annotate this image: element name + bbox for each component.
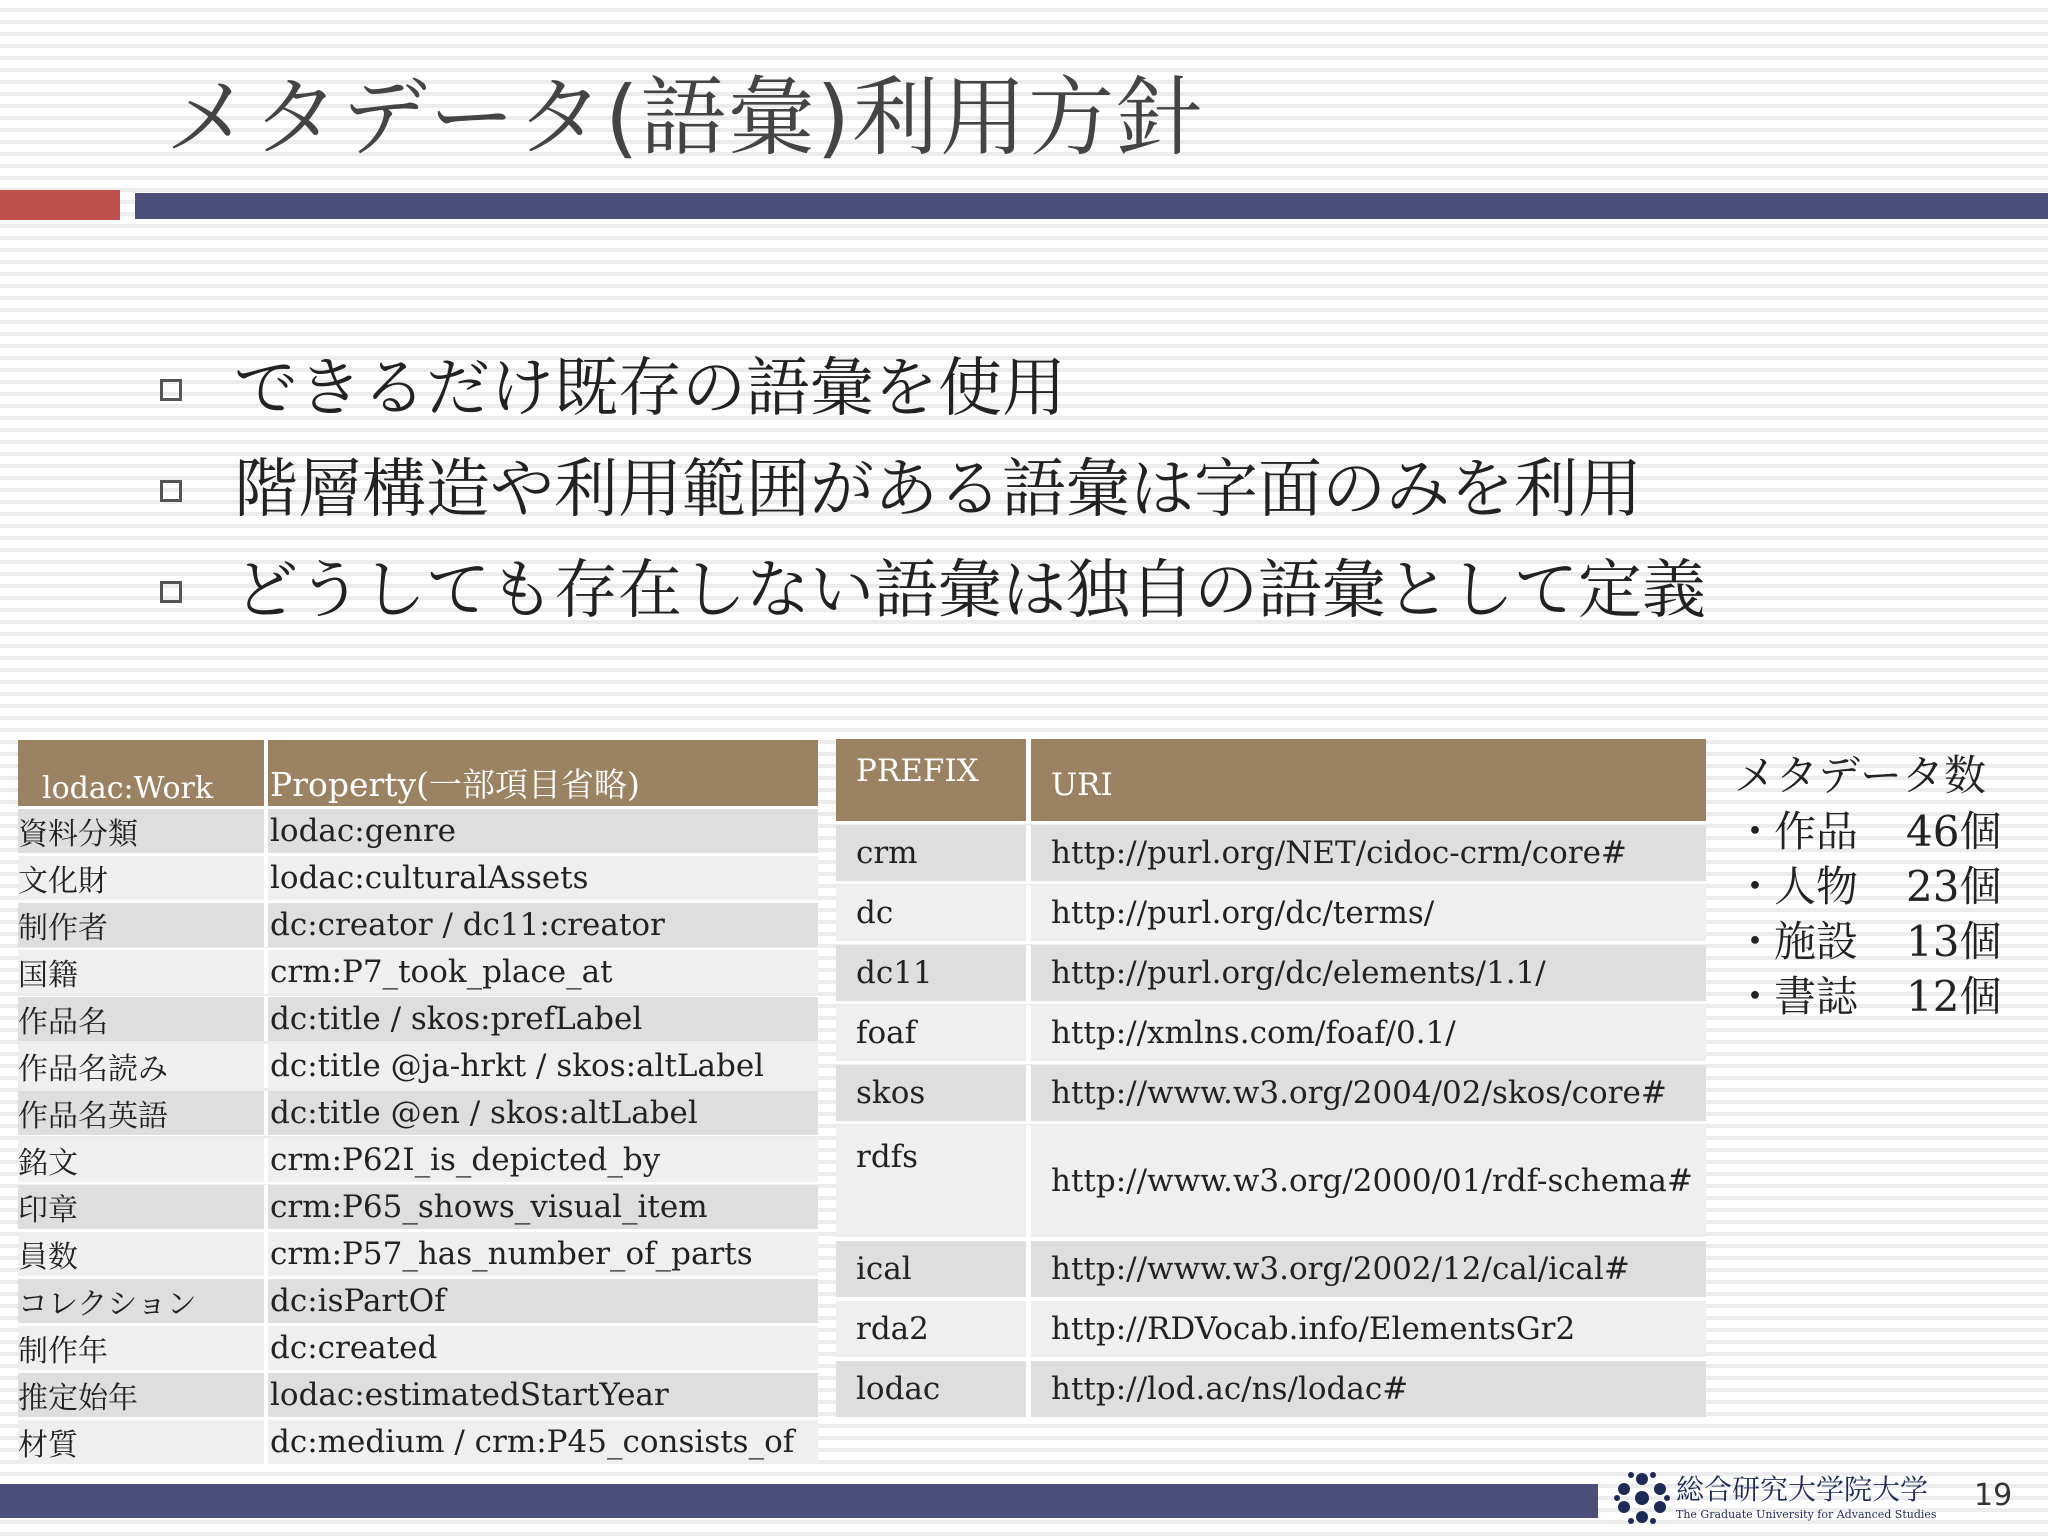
uri-cell: http://xmlns.com/foaf/0.1/: [1031, 1005, 1706, 1061]
table-header-cell: PREFIX: [836, 739, 1031, 821]
property-cell: dc:title @en / skos:altLabel: [268, 1091, 818, 1135]
work-field-cell: 印章: [18, 1185, 268, 1229]
metadata-count-item: [1734, 914, 2034, 969]
table-row: [18, 1185, 818, 1229]
work-field-cell: 員数: [18, 1232, 268, 1276]
property-cell: crm:P65_shows_visual_item: [268, 1185, 818, 1229]
footer-bar: [0, 1484, 1598, 1518]
table-row: [836, 825, 1706, 881]
count-bullet: ・: [1734, 862, 1777, 911]
property-cell: crm:P7_took_place_at: [268, 950, 818, 994]
work-field-cell: 作品名読み: [18, 1044, 268, 1088]
bullet-text: できるだけ既存の語彙を使用: [234, 351, 1066, 426]
prefix-cell: dc11: [836, 945, 1031, 1001]
property-cell: crm:P57_has_number_of_parts: [268, 1232, 818, 1276]
count-bullet: ・: [1734, 917, 1777, 966]
uri-cell: http://purl.org/dc/elements/1.1/: [1031, 945, 1706, 1001]
count-value: 12個: [1906, 972, 2002, 1021]
page-number: 19: [1974, 1478, 2013, 1513]
prefix-uri-table: [836, 735, 1706, 1421]
bullet-list: [160, 332, 2010, 635]
work-field-cell: 作品名: [18, 997, 268, 1041]
uri-cell: http://purl.org/dc/terms/: [1031, 885, 1706, 941]
table-header-cell: lodac:Work: [18, 740, 268, 806]
table-row: [18, 997, 818, 1041]
bullet-text: どうしても存在しない語彙は独自の語彙として定義: [234, 553, 1706, 628]
square-bullet-icon: [160, 379, 182, 401]
university-name-jp: 総合研究大学院大学: [1676, 1473, 1929, 1506]
count-value: 46個: [1906, 807, 2002, 856]
table-row: [836, 885, 1706, 941]
uri-cell: http://purl.org/NET/cidoc-crm/core#: [1031, 825, 1706, 881]
table-row: [836, 1361, 1706, 1417]
work-field-cell: 推定始年: [18, 1373, 268, 1417]
count-bullet: ・: [1734, 972, 1777, 1021]
property-cell: lodac:culturalAssets: [268, 856, 818, 900]
uri-cell: http://www.w3.org/2004/02/skos/core#: [1031, 1065, 1706, 1121]
metadata-count-panel: [1734, 748, 2034, 1024]
prefix-cell: foaf: [836, 1005, 1031, 1061]
property-cell: dc:isPartOf: [268, 1279, 818, 1323]
uri-cell: http://www.w3.org/2002/12/cal/ical#: [1031, 1241, 1706, 1297]
table-row: [18, 950, 818, 994]
bullet-text: 階層構造や利用範囲がある語彙は字面のみを利用: [234, 452, 1642, 527]
table-row: [836, 1005, 1706, 1061]
square-bullet-icon: [160, 480, 182, 502]
table-row: [836, 945, 1706, 1001]
property-cell: dc:title / skos:prefLabel: [268, 997, 818, 1041]
metadata-count-heading: メタデータ数: [1734, 751, 1987, 800]
bullet-item: [160, 433, 2010, 534]
work-field-cell: 資料分類: [18, 809, 268, 853]
property-cell: dc:creator / dc11:creator: [268, 903, 818, 947]
table-row: [836, 1301, 1706, 1357]
prefix-cell: ical: [836, 1241, 1031, 1297]
metadata-count-item: [1734, 969, 2034, 1024]
table-row: [18, 1044, 818, 1088]
property-cell: dc:title @ja-hrkt / skos:altLabel: [268, 1044, 818, 1088]
prefix-table-body: [836, 825, 1706, 1417]
work-table-body: [18, 809, 818, 1464]
table-row: [18, 1373, 818, 1417]
table-header-row: [18, 740, 818, 806]
count-bullet: ・: [1734, 807, 1777, 856]
work-field-cell: コレクション: [18, 1279, 268, 1323]
prefix-cell: lodac: [836, 1361, 1031, 1417]
metadata-count-item: [1734, 804, 2034, 859]
square-bullet-icon: [160, 581, 182, 603]
table-row: [836, 1241, 1706, 1297]
table-row: [18, 1232, 818, 1276]
table-row: [18, 1326, 818, 1370]
work-field-cell: 文化財: [18, 856, 268, 900]
uri-cell: http://www.w3.org/2000/01/rdf-schema#: [1031, 1125, 1706, 1237]
prefix-cell: rdfs: [836, 1125, 1031, 1237]
table-row: [836, 1065, 1706, 1121]
bullet-item: [160, 534, 2010, 635]
work-field-cell: 制作年: [18, 1326, 268, 1370]
count-value: 13個: [1906, 917, 2002, 966]
property-cell: lodac:estimatedStartYear: [268, 1373, 818, 1417]
university-name-en: The Graduate University for Advanced Studies: [1676, 1508, 1937, 1521]
work-property-table: [18, 737, 818, 1467]
table-header-row: [836, 739, 1706, 821]
count-label: 書誌: [1774, 972, 1859, 1021]
uri-cell: http://lod.ac/ns/lodac#: [1031, 1361, 1706, 1417]
property-cell: dc:medium / crm:P45_consists_of: [268, 1420, 818, 1464]
table-row: [18, 1420, 818, 1464]
table-row: [18, 903, 818, 947]
prefix-cell: skos: [836, 1065, 1031, 1121]
table-row: [18, 1138, 818, 1182]
property-cell: dc:created: [268, 1326, 818, 1370]
table-header-cell: Property(一部項目省略): [268, 740, 818, 806]
work-field-cell: 制作者: [18, 903, 268, 947]
work-field-cell: 国籍: [18, 950, 268, 994]
slide-title: メタデータ(語彙)利用方針: [165, 68, 1205, 168]
bullet-item: [160, 332, 2010, 433]
uri-cell: http://RDVocab.info/ElementsGr2: [1031, 1301, 1706, 1357]
property-cell: crm:P62I_is_depicted_by: [268, 1138, 818, 1182]
prefix-cell: dc: [836, 885, 1031, 941]
table-row: [18, 809, 818, 853]
prefix-cell: crm: [836, 825, 1031, 881]
university-emblem-icon: [1614, 1470, 1670, 1526]
work-field-cell: 作品名英語: [18, 1091, 268, 1135]
table-header-cell: URI: [1031, 739, 1706, 821]
metadata-count-item: [1734, 859, 2034, 914]
count-label: 作品: [1774, 807, 1859, 856]
table-row: [18, 1091, 818, 1135]
metadata-count-list: [1734, 804, 2034, 1024]
title-accent-bar-red: [0, 190, 120, 220]
title-accent-bar-navy: [135, 193, 2048, 219]
property-cell: lodac:genre: [268, 809, 818, 853]
count-label: 人物: [1774, 862, 1859, 911]
table-row: [18, 1279, 818, 1323]
count-label: 施設: [1774, 917, 1859, 966]
table-row: [836, 1125, 1706, 1237]
count-value: 23個: [1906, 862, 2002, 911]
prefix-cell: rda2: [836, 1301, 1031, 1357]
work-field-cell: 銘文: [18, 1138, 268, 1182]
university-logo: [1610, 1468, 1950, 1530]
work-field-cell: 材質: [18, 1420, 268, 1464]
table-row: [18, 856, 818, 900]
